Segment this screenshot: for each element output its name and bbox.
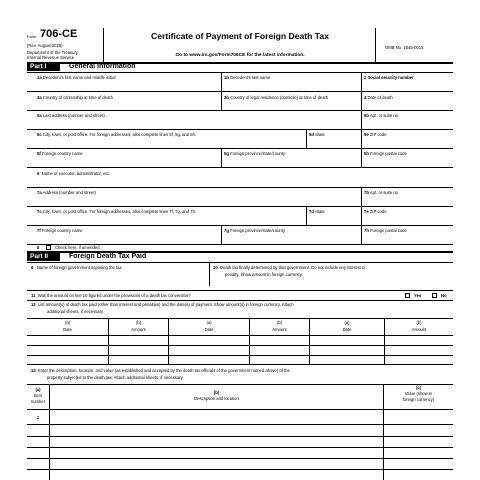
form-number: 706-CE bbox=[40, 28, 78, 40]
executor-name-field[interactable] bbox=[27, 177, 453, 187]
line-10-label: 10 Death tax finally determined by that government. Do not include any interest or bbox=[213, 265, 366, 270]
department-line: Department of the Treasury bbox=[27, 50, 78, 55]
col-13c-letter: (c) bbox=[415, 385, 422, 390]
no-checkbox[interactable] bbox=[432, 293, 437, 298]
line-2-label: 2 Social security number bbox=[364, 75, 414, 80]
line-1a-label: 1a Decedent's first name and middle initial bbox=[37, 75, 116, 80]
ssn-field[interactable] bbox=[362, 81, 453, 91]
amended-checkbox[interactable] bbox=[46, 245, 51, 250]
line-1b-label: 1b Decedent's last name bbox=[224, 75, 271, 80]
rule bbox=[27, 318, 453, 319]
foreign-government-field[interactable] bbox=[27, 272, 208, 286]
col-13c-label-cont: foreign currency) bbox=[402, 397, 435, 402]
state-field[interactable] bbox=[307, 138, 361, 148]
line-8-label: Check here, if amended. bbox=[55, 245, 101, 250]
line-7b-label: 7b Apt. or suite no. bbox=[364, 190, 400, 195]
foreign-country-field[interactable] bbox=[27, 157, 221, 167]
decedent-last-name-field[interactable] bbox=[222, 81, 361, 91]
col-12b-letter: (b) bbox=[135, 320, 142, 325]
yes-checkbox[interactable] bbox=[405, 293, 410, 298]
payment-row[interactable] bbox=[27, 356, 453, 364]
divider bbox=[383, 384, 384, 480]
rule bbox=[27, 72, 453, 73]
zip-field[interactable] bbox=[362, 138, 453, 148]
apt-field[interactable] bbox=[362, 119, 453, 129]
line-4-label: 4 Date of death bbox=[364, 95, 393, 100]
last-address-field[interactable] bbox=[27, 119, 361, 129]
line-5c-label: 5c City, town, or post office. For foreign addresses, also complete lines 5f, 5g, and 5h. bbox=[37, 132, 197, 137]
line-5a-label: 5a Last address (number and street) bbox=[37, 113, 105, 118]
rule bbox=[27, 187, 453, 188]
col-13b-letter: (b) bbox=[213, 390, 220, 395]
line-7f-label: 7f Foreign country name bbox=[37, 228, 83, 233]
line-3a-label: 3a Country of citizenship at time of death bbox=[37, 95, 113, 100]
col-12a-label: Date bbox=[63, 327, 72, 332]
line-7a-label: 7a Address (number and street) bbox=[37, 190, 96, 195]
rule bbox=[27, 469, 453, 470]
row-number: 1 bbox=[36, 415, 40, 420]
rule bbox=[27, 384, 453, 385]
citizenship-field[interactable] bbox=[27, 101, 221, 110]
col-13b-label: Description and location bbox=[194, 396, 239, 401]
form-title: Certificate of Payment of Foreign Death Tax bbox=[151, 31, 329, 41]
line-12-label: 12 List amount(s) of death tax paid (other than interest and penalties) and the date(s) of payment. Show amount(s) in foreign currency. Attach bbox=[31, 302, 294, 307]
line-12-label-cont: additional sheets, if necessary. bbox=[47, 309, 104, 314]
executor-zip-field[interactable] bbox=[362, 215, 453, 225]
col-12b-label: Amount bbox=[411, 327, 427, 332]
rule bbox=[27, 364, 453, 365]
goto-instructions: Go to www.irs.gov/Form706CE for the latest information. bbox=[175, 53, 305, 58]
rule bbox=[27, 148, 453, 149]
property-value-field[interactable] bbox=[384, 410, 453, 424]
line-5h-label: 5h Foreign postal code bbox=[364, 151, 407, 156]
header-divider-left bbox=[103, 28, 104, 62]
col-12a-label: Date bbox=[342, 327, 352, 332]
executor-foreign-postal-field[interactable] bbox=[362, 234, 453, 244]
city-field[interactable] bbox=[27, 138, 306, 148]
line-10-label-cont: penalty. Show amount in foreign currency. bbox=[225, 272, 303, 277]
executor-apt-field[interactable] bbox=[362, 196, 453, 206]
divider bbox=[209, 262, 210, 286]
col-13a-label-cont: number bbox=[30, 399, 46, 404]
line-8-number: 8 bbox=[37, 245, 40, 250]
payment-row[interactable] bbox=[27, 336, 453, 345]
foreign-province-field[interactable] bbox=[222, 157, 361, 167]
rule bbox=[27, 458, 453, 459]
payment-row[interactable] bbox=[27, 346, 453, 355]
line-3b-label: 3b Country of legal residence (domicile) at time of death bbox=[224, 95, 329, 100]
rule bbox=[27, 167, 453, 168]
property-description-field[interactable] bbox=[50, 410, 383, 424]
col-12b-letter: (b) bbox=[416, 320, 422, 325]
col-13a-letter: (a) bbox=[35, 387, 41, 392]
rule bbox=[27, 262, 453, 263]
rule bbox=[27, 424, 453, 425]
line-7h-label: 7h Foreign postal code bbox=[364, 228, 407, 233]
revision-date: (Rev. August 2025) bbox=[27, 43, 63, 48]
line-9-label: 9 Name of foreign government imposing the tax bbox=[31, 265, 122, 270]
col-12a-letter: (a) bbox=[64, 320, 71, 325]
rule bbox=[27, 91, 453, 92]
death-tax-amount-field[interactable] bbox=[225, 279, 453, 286]
rule bbox=[27, 206, 453, 207]
line-11-label: 11 Was the amount on line 10 figured under the provisions of a death tax convention? bbox=[31, 293, 191, 298]
col-13a-label: Item bbox=[33, 393, 43, 398]
rule bbox=[27, 129, 453, 130]
line-5e-label: 5e ZIP code bbox=[364, 132, 387, 137]
line-5f-label: 5f Foreign country name bbox=[37, 151, 83, 156]
part2-tag: Part II bbox=[27, 253, 60, 261]
line-13-label: 13 Enter the description, location, and value (as established and accepted by the death tax officials of the government named above) of the bbox=[31, 368, 290, 373]
executor-foreign-country-field[interactable] bbox=[27, 234, 221, 244]
divider bbox=[49, 384, 50, 480]
part2-title: Foreign Death Tax Paid bbox=[69, 253, 147, 260]
part1-tag: Part I bbox=[27, 63, 60, 71]
executor-address-field[interactable] bbox=[27, 196, 361, 206]
executor-state-field[interactable] bbox=[307, 215, 361, 225]
residence-field[interactable] bbox=[222, 101, 361, 110]
line-7g-label: 7g Foreign province/state/county bbox=[224, 228, 285, 233]
executor-city-field[interactable] bbox=[27, 215, 306, 225]
col-12b-label: Amount bbox=[272, 327, 287, 332]
col-13c-label: Value (show in bbox=[404, 391, 433, 396]
line-7e-label: 7e ZIP code bbox=[364, 209, 387, 214]
rule bbox=[27, 447, 453, 448]
line-6-label: 6 Name of executor, administrator, etc. bbox=[37, 171, 110, 176]
col-12a-letter: (a) bbox=[344, 320, 350, 325]
rule bbox=[27, 436, 453, 437]
yes-label: Yes bbox=[414, 293, 422, 298]
decedent-first-name-field[interactable] bbox=[27, 81, 221, 91]
date-of-death-field[interactable] bbox=[362, 101, 453, 110]
col-12a-letter: (a) bbox=[206, 320, 212, 325]
rule bbox=[27, 300, 453, 301]
executor-foreign-province-field[interactable] bbox=[222, 234, 361, 244]
rule bbox=[27, 225, 453, 226]
form-label: Form bbox=[27, 34, 37, 39]
no-label: No bbox=[441, 293, 447, 298]
col-12a-label: Date bbox=[204, 327, 214, 332]
rule bbox=[27, 110, 453, 111]
col-12b-letter: (b) bbox=[276, 320, 283, 325]
line-7c-label: 7c City, town, or post office. For foreign addresses, also complete lines 7f, 7g, and 7h. bbox=[37, 209, 197, 214]
line-5b-label: 5b Apt. or suite no. bbox=[364, 113, 400, 118]
col-12b-label: Amount bbox=[131, 327, 146, 332]
line-5d-label: 5d State bbox=[309, 132, 325, 137]
part1-title: General Information bbox=[69, 63, 136, 70]
line-7d-label: 7d State bbox=[309, 209, 325, 214]
line-13-label-cont: property subjected to the death tax. Attach additional sheets, if necessary. bbox=[47, 375, 184, 380]
agency-line: Internal Revenue Service bbox=[27, 55, 75, 60]
header-divider-right bbox=[375, 28, 376, 62]
foreign-postal-field[interactable] bbox=[362, 157, 453, 167]
line-5g-label: 5g Foreign province/state/county bbox=[224, 151, 285, 156]
omb-number: OMB No. 1545-0015 bbox=[385, 45, 424, 50]
rule bbox=[27, 290, 453, 291]
